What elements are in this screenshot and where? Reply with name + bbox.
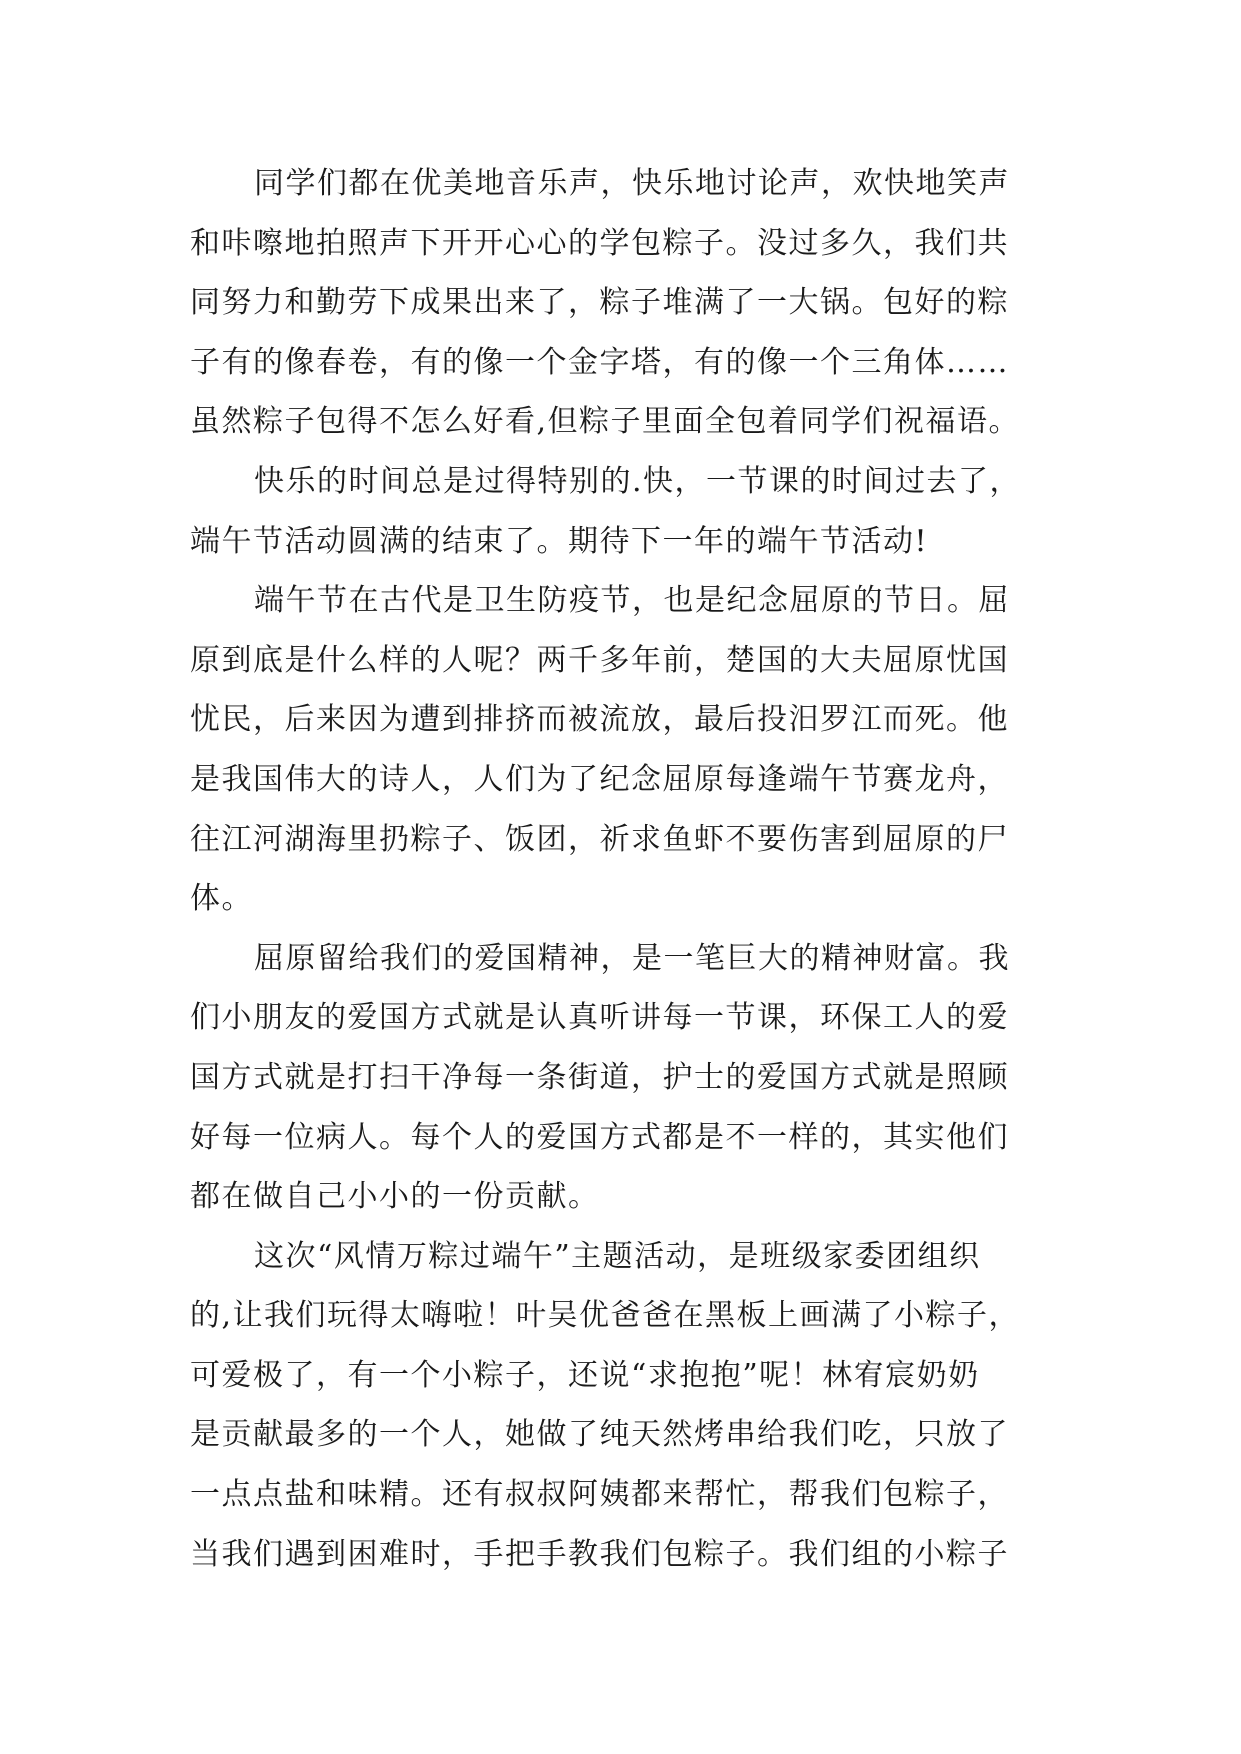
text-line: 原到底是什么样的人呢？两千多年前，楚国的大夫屈原忧国 (190, 642, 1009, 678)
text-line: 同努力和勤劳下成果出来了，粽子堆满了一大锅。包好的粽 (190, 285, 1009, 321)
paragraph-1 (190, 154, 1060, 452)
text-line: 都在做自己小小的一份贡献。 (190, 1179, 600, 1215)
text-line: 往江河湖海里扔粽子、饭团，祈求鱼虾不要伤害到屈原的尸 (190, 821, 1009, 857)
text-line: 当我们遇到困难时，手把手教我们包粽子。我们组的小粽子 (190, 1536, 1009, 1572)
text-line: 一点点盐和味精。还有叔叔阿姨都来帮忙，帮我们包粽子， (190, 1477, 1009, 1513)
text-line: 们小朋友的爱国方式就是认真听讲每一节课，环保工人的爱 (190, 1000, 1009, 1036)
text-line: 好每一位病人。每个人的爱国方式都是不一样的，其实他们 (190, 1119, 1009, 1155)
text-line: 屈原留给我们的爱国精神，是一笔巨大的精神财富。我 (254, 940, 1010, 976)
text-line: 端午节在古代是卫生防疫节，也是纪念屈原的节日。屈 (254, 583, 1010, 619)
text-line: 体。 (190, 881, 253, 917)
text-line: 是贡献最多的一个人，她做了纯天然烤串给我们吃，只放了 (190, 1417, 1009, 1453)
text-line: 可爱极了，有一个小粽子，还说“求抱抱”呢！林宥宸奶奶 (190, 1357, 980, 1393)
text-line: 的,让我们玩得太嗨啦！叶吴优爸爸在黑板上画满了小粽子， (190, 1298, 1021, 1334)
text-line: 快乐的时间总是过得特别的.快，一节课的时间过去了， (254, 463, 1022, 499)
paragraph-2 (190, 452, 1060, 571)
text-line: 和咔嚓地拍照声下开开心心的学包粽子。没过多久，我们共 (190, 225, 1009, 261)
text-line: 国方式就是打扫干净每一条街道，护士的爱国方式就是照顾 (190, 1059, 1009, 1095)
text-line: 虽然粽子包得不怎么好看,但粽子里面全包着同学们祝福语。 (190, 404, 1021, 440)
paragraph-4 (190, 929, 1060, 1227)
text-line: 端午节活动圆满的结束了。期待下一年的端午节活动! (190, 523, 929, 559)
document-body (190, 154, 1060, 1584)
text-line: 同学们都在优美地音乐声，快乐地讨论声，欢快地笑声 (254, 166, 1010, 201)
text-line: 这次“风情万粽过端午”主题活动，是班级家委团组织 (254, 1238, 981, 1274)
text-line: 忧民，后来因为遭到排挤而被流放，最后投汨罗江而死。他 (190, 702, 1009, 738)
text-line: 子有的像春卷，有的像一个金字塔，有的像一个三角体…… (190, 344, 1009, 380)
text-line: 是我国伟大的诗人，人们为了纪念屈原每逢端午节赛龙舟， (190, 761, 1009, 797)
paragraph-5 (190, 1227, 1060, 1585)
paragraph-3 (190, 571, 1060, 929)
